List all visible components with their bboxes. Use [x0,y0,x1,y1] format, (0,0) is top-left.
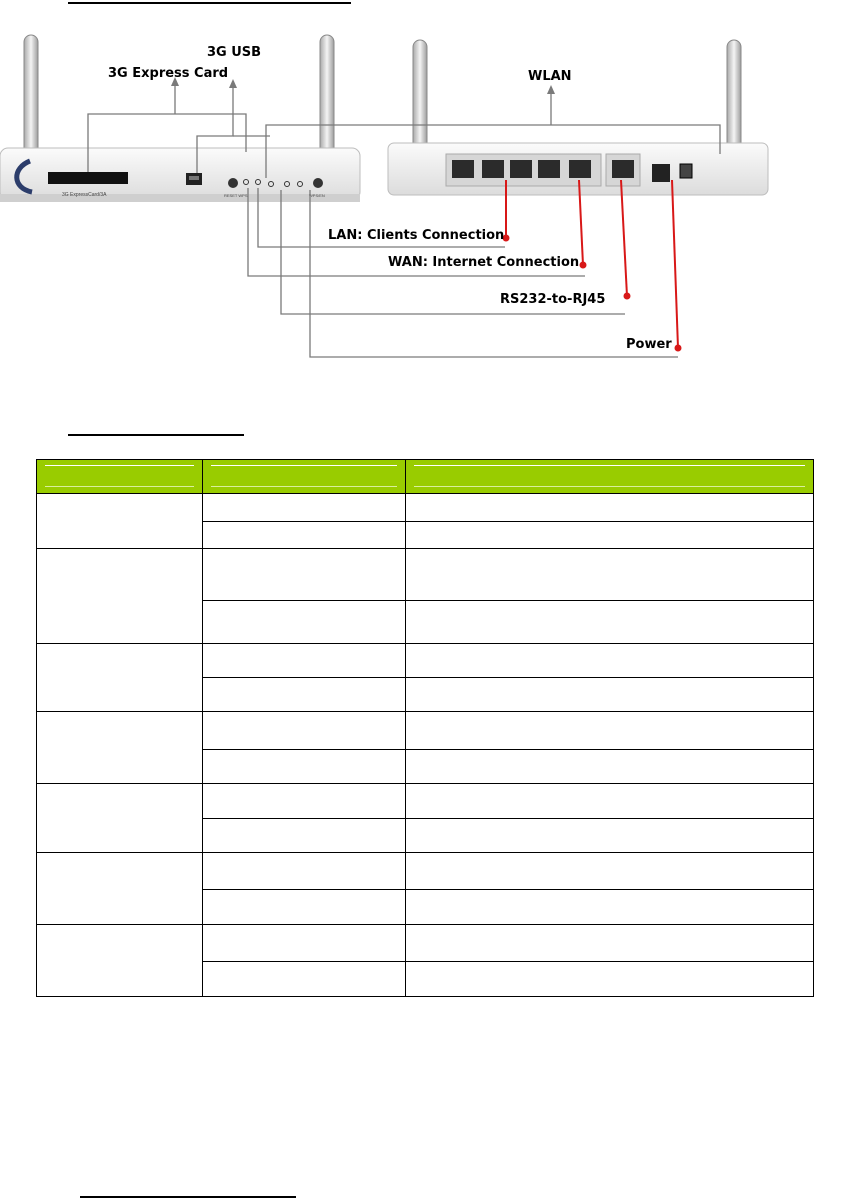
bottom-heading-underline [80,1196,296,1198]
front-antenna-right [320,35,334,155]
express-card-slot [48,172,128,184]
group-cell [37,712,203,784]
table-header-cell [37,460,203,494]
led-indicator-table [36,459,814,997]
group-cell [37,549,203,644]
callout-wan: WAN: Internet Connection [388,255,580,270]
table-row [37,784,814,819]
callout-rs232: RS232-to-RJ45 [500,292,606,307]
power-switch [680,164,692,178]
table-header-cell [406,460,814,494]
group-cell [37,853,203,925]
table-row [37,644,814,678]
router-front-view [0,35,360,202]
callout-lan: LAN: Clients Connection [328,228,505,243]
group-cell [37,494,203,549]
top-heading-underline [68,2,351,4]
callout-power: Power [626,337,672,352]
router-diagram [0,30,841,410]
router-back-view [388,40,768,195]
table-row [37,549,814,601]
wan-port [569,160,591,178]
group-cell [37,784,203,853]
reset-button [228,178,238,188]
table-row [37,925,814,962]
table-row [37,494,814,522]
front-antenna-left [24,35,38,155]
group-cell [37,644,203,712]
section-heading-underline [68,434,244,436]
callout-wlan: WLAN [528,69,572,84]
connector-lines [88,77,720,357]
rs232-port [612,160,634,178]
table-row [37,712,814,750]
table-row [37,853,814,890]
wps-label: WPS/EN [309,193,325,198]
front-logo-text: 3G ExpressCard/3A [62,192,107,198]
reset-label: RESET WPS [224,193,248,198]
power-jack [652,164,670,182]
group-cell [37,925,203,997]
table-header-row [37,460,814,494]
callout-3g-express-card: 3G Express Card [108,66,229,81]
callout-3g-usb: 3G USB [207,45,262,60]
table-header-cell [203,460,406,494]
wps-button [313,178,323,188]
